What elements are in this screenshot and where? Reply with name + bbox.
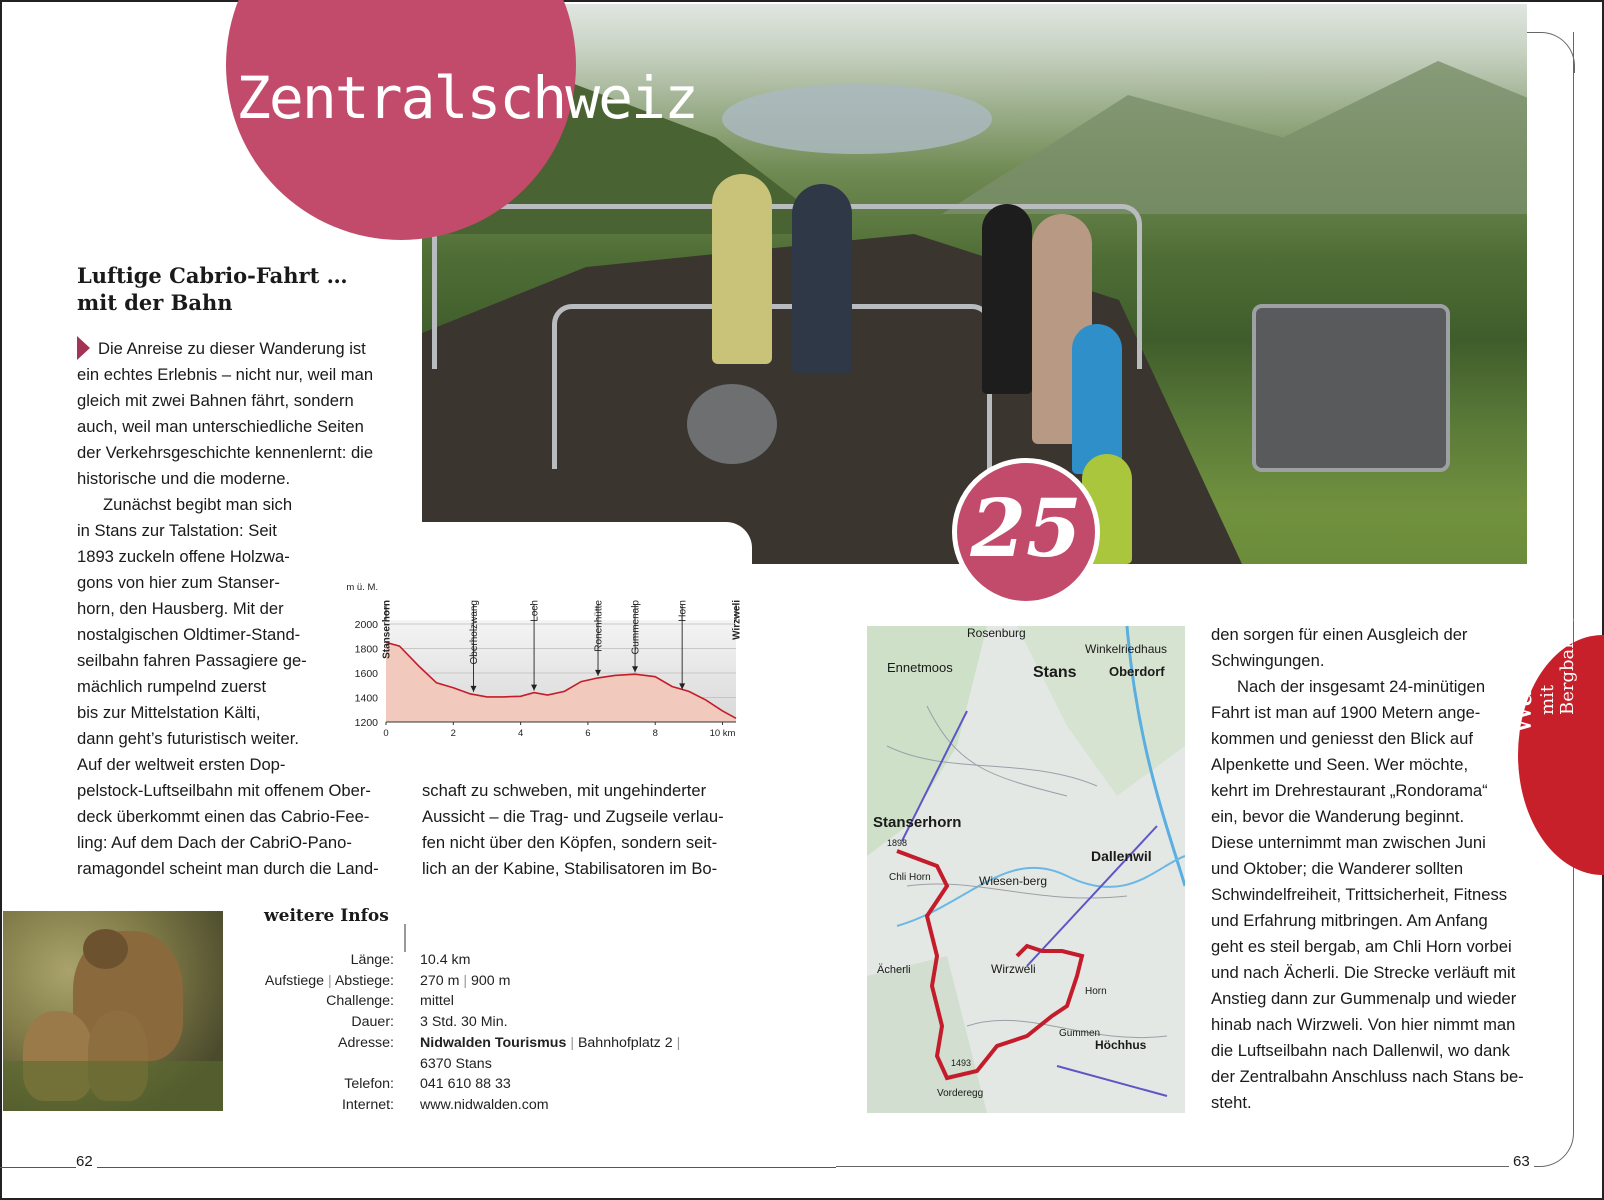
paragraph-line: Diese unternimmt man zwischen Juni (1211, 833, 1486, 852)
info-title-rule (404, 924, 406, 952)
waypoint-label: Oberholzwang (469, 600, 480, 665)
waypoint-label: Ronenhütte (593, 600, 605, 652)
info-label-internet: Internet: (341, 1096, 394, 1113)
paragraph-line: Auf der weltweit ersten Dop- (77, 755, 286, 774)
info-label-address: Adresse: (338, 1034, 394, 1051)
map-label-wiesenberg: Wiesen-berg (979, 874, 1048, 888)
paragraph-line: bis zur Mittelstation Kälti, (77, 703, 261, 722)
info-value-phone: 041 610 88 33 (420, 1076, 511, 1093)
paragraph-line: Aussicht – die Trag- und Zugseile verlau- (422, 807, 724, 826)
y-tick-label: 1400 (354, 692, 378, 705)
paragraph-line: seilbahn fahren Passagiere ge- (77, 651, 307, 670)
paragraph-line: der Zentralbahn Anschluss nach Stans be- (1211, 1067, 1524, 1086)
page-number-left: 62 (76, 1153, 97, 1170)
right-page-top-line (1527, 32, 1528, 33)
category-tab-line-1: Wandern (1504, 598, 1539, 735)
map-label-oberdorf: Oberdorf (1109, 664, 1165, 679)
elevation-profile-chart (330, 522, 750, 758)
map-label-ennetmoos: Ennetmoos (887, 660, 953, 675)
marmot-photo (3, 911, 223, 1111)
waypoint-label: Wirzweli (731, 600, 743, 640)
paragraph-line: hinab nach Wirzweli. Von hier nimmt man (1211, 1015, 1516, 1034)
region-title: Zentralschweiz (236, 64, 697, 132)
paragraph-line: historische und die moderne. (77, 469, 291, 488)
page-number-right: 63 (1509, 1153, 1534, 1170)
paragraph-line: und nach Ächerli. Die Strecke verläuft mit (1211, 963, 1516, 982)
info-table (254, 950, 704, 1120)
paragraph-line: ramagondel scheint man durch die Land- (77, 859, 379, 878)
y-tick-label: 2000 (354, 619, 378, 631)
paragraph-line: Schwingungen. (1211, 651, 1325, 670)
route-map (867, 626, 1185, 1113)
paragraph-line: nostalgischen Oldtimer-Stand- (77, 625, 301, 644)
map-label-hochhus: Höchhus (1095, 1038, 1147, 1052)
right-column-text (1211, 622, 1536, 1116)
paragraph-line: mächlich rumpelnd zuerst (77, 677, 267, 696)
category-tab-label (1506, 575, 1578, 735)
x-tick-label: 2 (450, 728, 456, 739)
tour-number: 25 (970, 481, 1082, 575)
info-value-duration: 3 Std. 30 Min. (420, 1014, 508, 1031)
paragraph-line: dann geht’s futuristisch weiter. (77, 729, 299, 748)
x-tick-label: 6 (585, 728, 591, 739)
info-value-challenge: mittel (420, 993, 454, 1010)
headline-line-1: Luftige Cabrio-Fahrt … (77, 263, 348, 288)
paragraph-line: kommen und geniesst den Blick auf (1211, 729, 1473, 748)
info-label-length: Länge: (350, 952, 394, 968)
map-label-gummen: Gummen (1059, 1028, 1101, 1039)
paragraph-line: Zunächst begibt man sich (103, 495, 293, 514)
info-value-length: 10.4 km (420, 952, 471, 968)
x-tick-label: 10 km (709, 728, 736, 739)
paragraph-line: ling: Auf dem Dach der CabriO-Pano- (77, 833, 352, 852)
map-label-acherli: Ächerli (877, 964, 911, 976)
paragraph-line: auch, weil man unterschiedliche Seiten (77, 417, 364, 436)
info-label-duration: Dauer: (351, 1014, 394, 1031)
paragraph-line: Die Anreise zu dieser Wanderung ist (77, 336, 407, 362)
info-box-title: weitere Infos (264, 906, 389, 926)
x-tick-label: 4 (517, 728, 524, 739)
category-tab-line-2: mit Bergbahnen (1537, 603, 1578, 715)
paragraph-line: ein echtes Erlebnis – nicht nur, weil man (77, 365, 374, 384)
waypoint-label: Stanserhorn (381, 600, 393, 659)
paragraph-line: schaft zu schweben, mit ungehinderter (422, 781, 707, 800)
y-tick-label: 1600 (354, 668, 378, 680)
paragraph-line: in Stans zur Talstation: Seit (77, 521, 277, 540)
map-label-elevation-1898: 1898 (887, 838, 908, 848)
map-label-elevation-1493: 1493 (951, 1058, 972, 1068)
paragraph-line: pelstock-Luftseilbahn mit offenem Ober- (77, 781, 371, 800)
map-label-rosenburg: Rosenburg (967, 626, 1026, 640)
middle-column-text (422, 778, 742, 882)
paragraph-line: Alpenkette und Seen. Wer möchte, (1211, 755, 1469, 774)
map-label-dallenwil: Dallenwil (1091, 848, 1152, 864)
map-label-stans: Stans (1033, 664, 1077, 681)
map-label-stanserhorn: Stanserhorn (873, 814, 962, 831)
paragraph-line: deck überkommt einen das Cabrio-Fee- (77, 807, 370, 826)
map-label-wirzweli: Wirzweli (991, 962, 1036, 976)
y-tick-label: 1200 (354, 717, 378, 729)
paragraph-line: ein, bevor die Wanderung beginnt. (1211, 807, 1465, 826)
paragraph-line: den sorgen für einen Ausgleich der (1211, 625, 1468, 644)
waypoint-label: Horn (677, 600, 689, 622)
left-footer-rule (0, 1167, 836, 1168)
paragraph-line: 1893 zuckeln offene Holzwa- (77, 547, 290, 566)
paragraph-line: und Erfahrung mitbringen. Am Anfang (1211, 911, 1488, 930)
map-label-horn: Horn (1085, 986, 1107, 997)
paragraph-line: fen nicht über den Köpfen, sondern seit- (422, 833, 718, 852)
waypoint-label: Gummenalp (630, 600, 642, 655)
headline-line-2: mit der Bahn (77, 290, 233, 315)
x-tick-label: 0 (383, 728, 389, 739)
map-label-winkelriedhaus: Winkelriedhaus (1085, 642, 1168, 656)
paragraph-line: kehrt im Drehrestaurant „Rondorama“ (1211, 781, 1488, 800)
paragraph-line: Schwindelfreiheit, Trittsicherheit, Fitness (1211, 885, 1508, 904)
info-label-ascent-descent: Aufstiege | Abstiege: (264, 972, 394, 989)
y-tick-label: 1800 (354, 643, 378, 656)
paragraph-line: die Luftseilbahn nach Dallenwil, wo dank (1211, 1041, 1510, 1060)
paragraph-line: Anstieg dann zur Gummenalp und wieder (1211, 989, 1517, 1008)
info-value-ascent-descent: 270 m | 900 m (420, 972, 511, 989)
map-label-chli-horn: Chli Horn (889, 872, 931, 883)
paragraph-line: steht. (1211, 1093, 1252, 1112)
article-headline (77, 262, 407, 316)
paragraph-line: der Verkehrsgeschichte kennenlernt: die (77, 443, 374, 462)
info-value-address: Nidwalden Tourismus | Bahnhofplatz 2 | (420, 1034, 681, 1051)
info-value-postcode: 6370 Stans (420, 1055, 492, 1072)
paragraph-line: Nach der insgesamt 24-minütigen (1237, 677, 1486, 696)
waypoint-label: Loch (529, 600, 541, 622)
info-label-phone: Telefon: (344, 1076, 394, 1093)
paragraph-line: horn, den Hausberg. Mit der (77, 599, 284, 618)
paragraph-line: und Oktober; die Wanderer sollten (1211, 859, 1464, 878)
paragraph-line: Fahrt ist man auf 1900 Metern ange- (1211, 703, 1481, 722)
info-value-internet[interactable]: www.nidwalden.com (420, 1096, 549, 1113)
x-tick-label: 8 (652, 728, 658, 739)
map-label-vorderegg: Vorderegg (937, 1088, 984, 1099)
info-label-challenge: Challenge: (326, 993, 394, 1010)
paragraph-line: gleich mit zwei Bahnen fährt, sondern (77, 391, 354, 410)
paragraph-line: geht es steil bergab, am Chli Horn vorbei (1211, 937, 1512, 956)
y-axis-label: m ü. M. (346, 582, 378, 593)
paragraph-line: lich an der Kabine, Stabilisatoren im Bo- (422, 859, 718, 878)
paragraph-line: gons von hier zum Stanser- (77, 573, 280, 592)
paragraph-arrow-icon (77, 336, 90, 360)
